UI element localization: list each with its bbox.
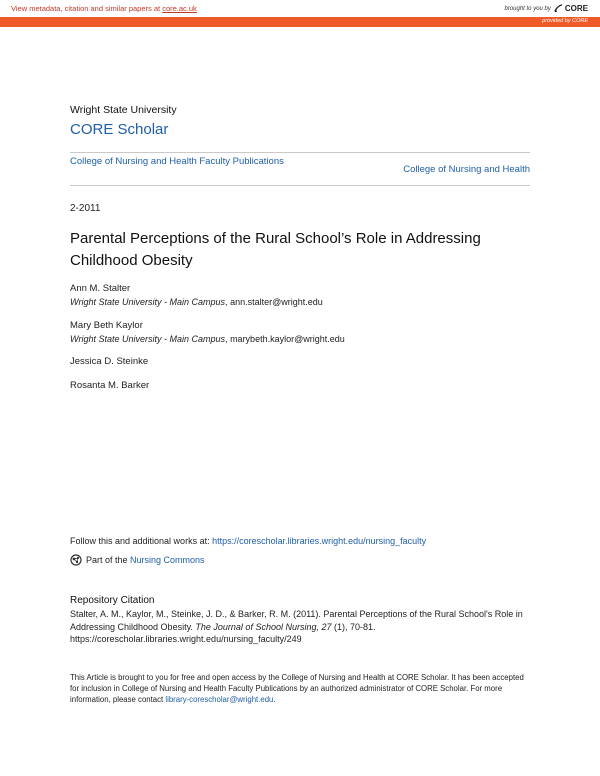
part-of-prefix: Part of the — [86, 555, 131, 565]
nursing-commons-link[interactable]: Nursing Commons — [130, 555, 205, 565]
author-email: ann.stalter@wright.edu — [230, 297, 323, 307]
brought-by — [505, 4, 589, 13]
core-swoosh-icon — [554, 4, 563, 13]
author-name: Jessica D. Steinke — [70, 356, 149, 367]
author-name: Ann M. Stalter — [70, 283, 131, 294]
publication-date: 2-2011 — [70, 203, 101, 214]
repository-citation-text — [70, 608, 540, 646]
affiliation-name: Wright State University - Main Campus — [70, 297, 226, 307]
citation-issue: (1), 70-81. — [331, 621, 376, 632]
divider-top — [70, 152, 530, 153]
notice-end: . — [273, 695, 276, 704]
notice-text: This Article is brought to you for free and open access by the College of Nursing and Health at CORE Scholar. It has been accepted for inclusion in College of Nursing and Health Faculty Publications by an authorized administrator of CORE Scholar. For more information, please contact — [70, 673, 524, 704]
author-affiliation: Wright State University - Main Campus, ann.stalter@wright.edu — [70, 297, 323, 307]
provided-by-bar — [0, 17, 600, 27]
author-name: Rosanta M. Barker — [70, 380, 150, 391]
author-name: Mary Beth Kaylor — [70, 320, 143, 331]
citation-journal: The Journal of School Nursing, 27 — [195, 621, 332, 632]
institution-name: Wright State University — [70, 104, 177, 116]
brought-by-text: brought to you by — [504, 5, 551, 12]
collection-link-left[interactable]: College of Nursing and Health Faculty Publications — [70, 156, 284, 167]
core-top-bar — [0, 0, 600, 17]
citation-text: Stalter, A. M., Kaylor, M., Steinke, J. D., & Barker, R. M. (2011). Parental Perceptions of the Rural School's Role in Addressing Childhood Obesity. — [70, 609, 523, 632]
divider-bottom — [70, 185, 530, 186]
core-logo-text: CORE — [564, 4, 588, 13]
metadata-notice — [11, 4, 197, 13]
core-link[interactable]: core.ac.uk — [162, 4, 197, 13]
commons-network-icon — [70, 554, 82, 566]
core-logo[interactable] — [554, 4, 588, 13]
follow-prefix: Follow this and additional works at: — [70, 536, 213, 546]
collection-link-right[interactable]: College of Nursing and Health — [403, 164, 530, 175]
part-of-line — [70, 554, 205, 566]
metadata-prefix: View metadata, citation and similar papers at — [11, 4, 163, 13]
affiliation-name: Wright State University - Main Campus — [70, 334, 226, 344]
author-affiliation: Wright State University - Main Campus, marybeth.kaylor@wright.edu — [70, 334, 345, 344]
contact-email-link[interactable]: library-corescholar@wright.edu — [165, 695, 274, 704]
follow-line — [70, 536, 426, 546]
follow-link[interactable]: https://corescholar.libraries.wright.edu/nursing_faculty — [212, 536, 427, 546]
repository-link[interactable]: CORE Scholar — [70, 121, 169, 138]
author-email: marybeth.kaylor@wright.edu — [230, 334, 345, 344]
repository-citation-heading: Repository Citation — [70, 595, 155, 606]
article-title: Parental Perceptions of the Rural School’s Role in Addressing Childhood Obesity — [70, 230, 481, 269]
citation-url[interactable]: https://corescholar.libraries.wright.edu/nursing_faculty/249 — [70, 634, 302, 644]
access-notice — [70, 672, 535, 705]
provided-by-text: provided by CORE — [542, 18, 588, 24]
